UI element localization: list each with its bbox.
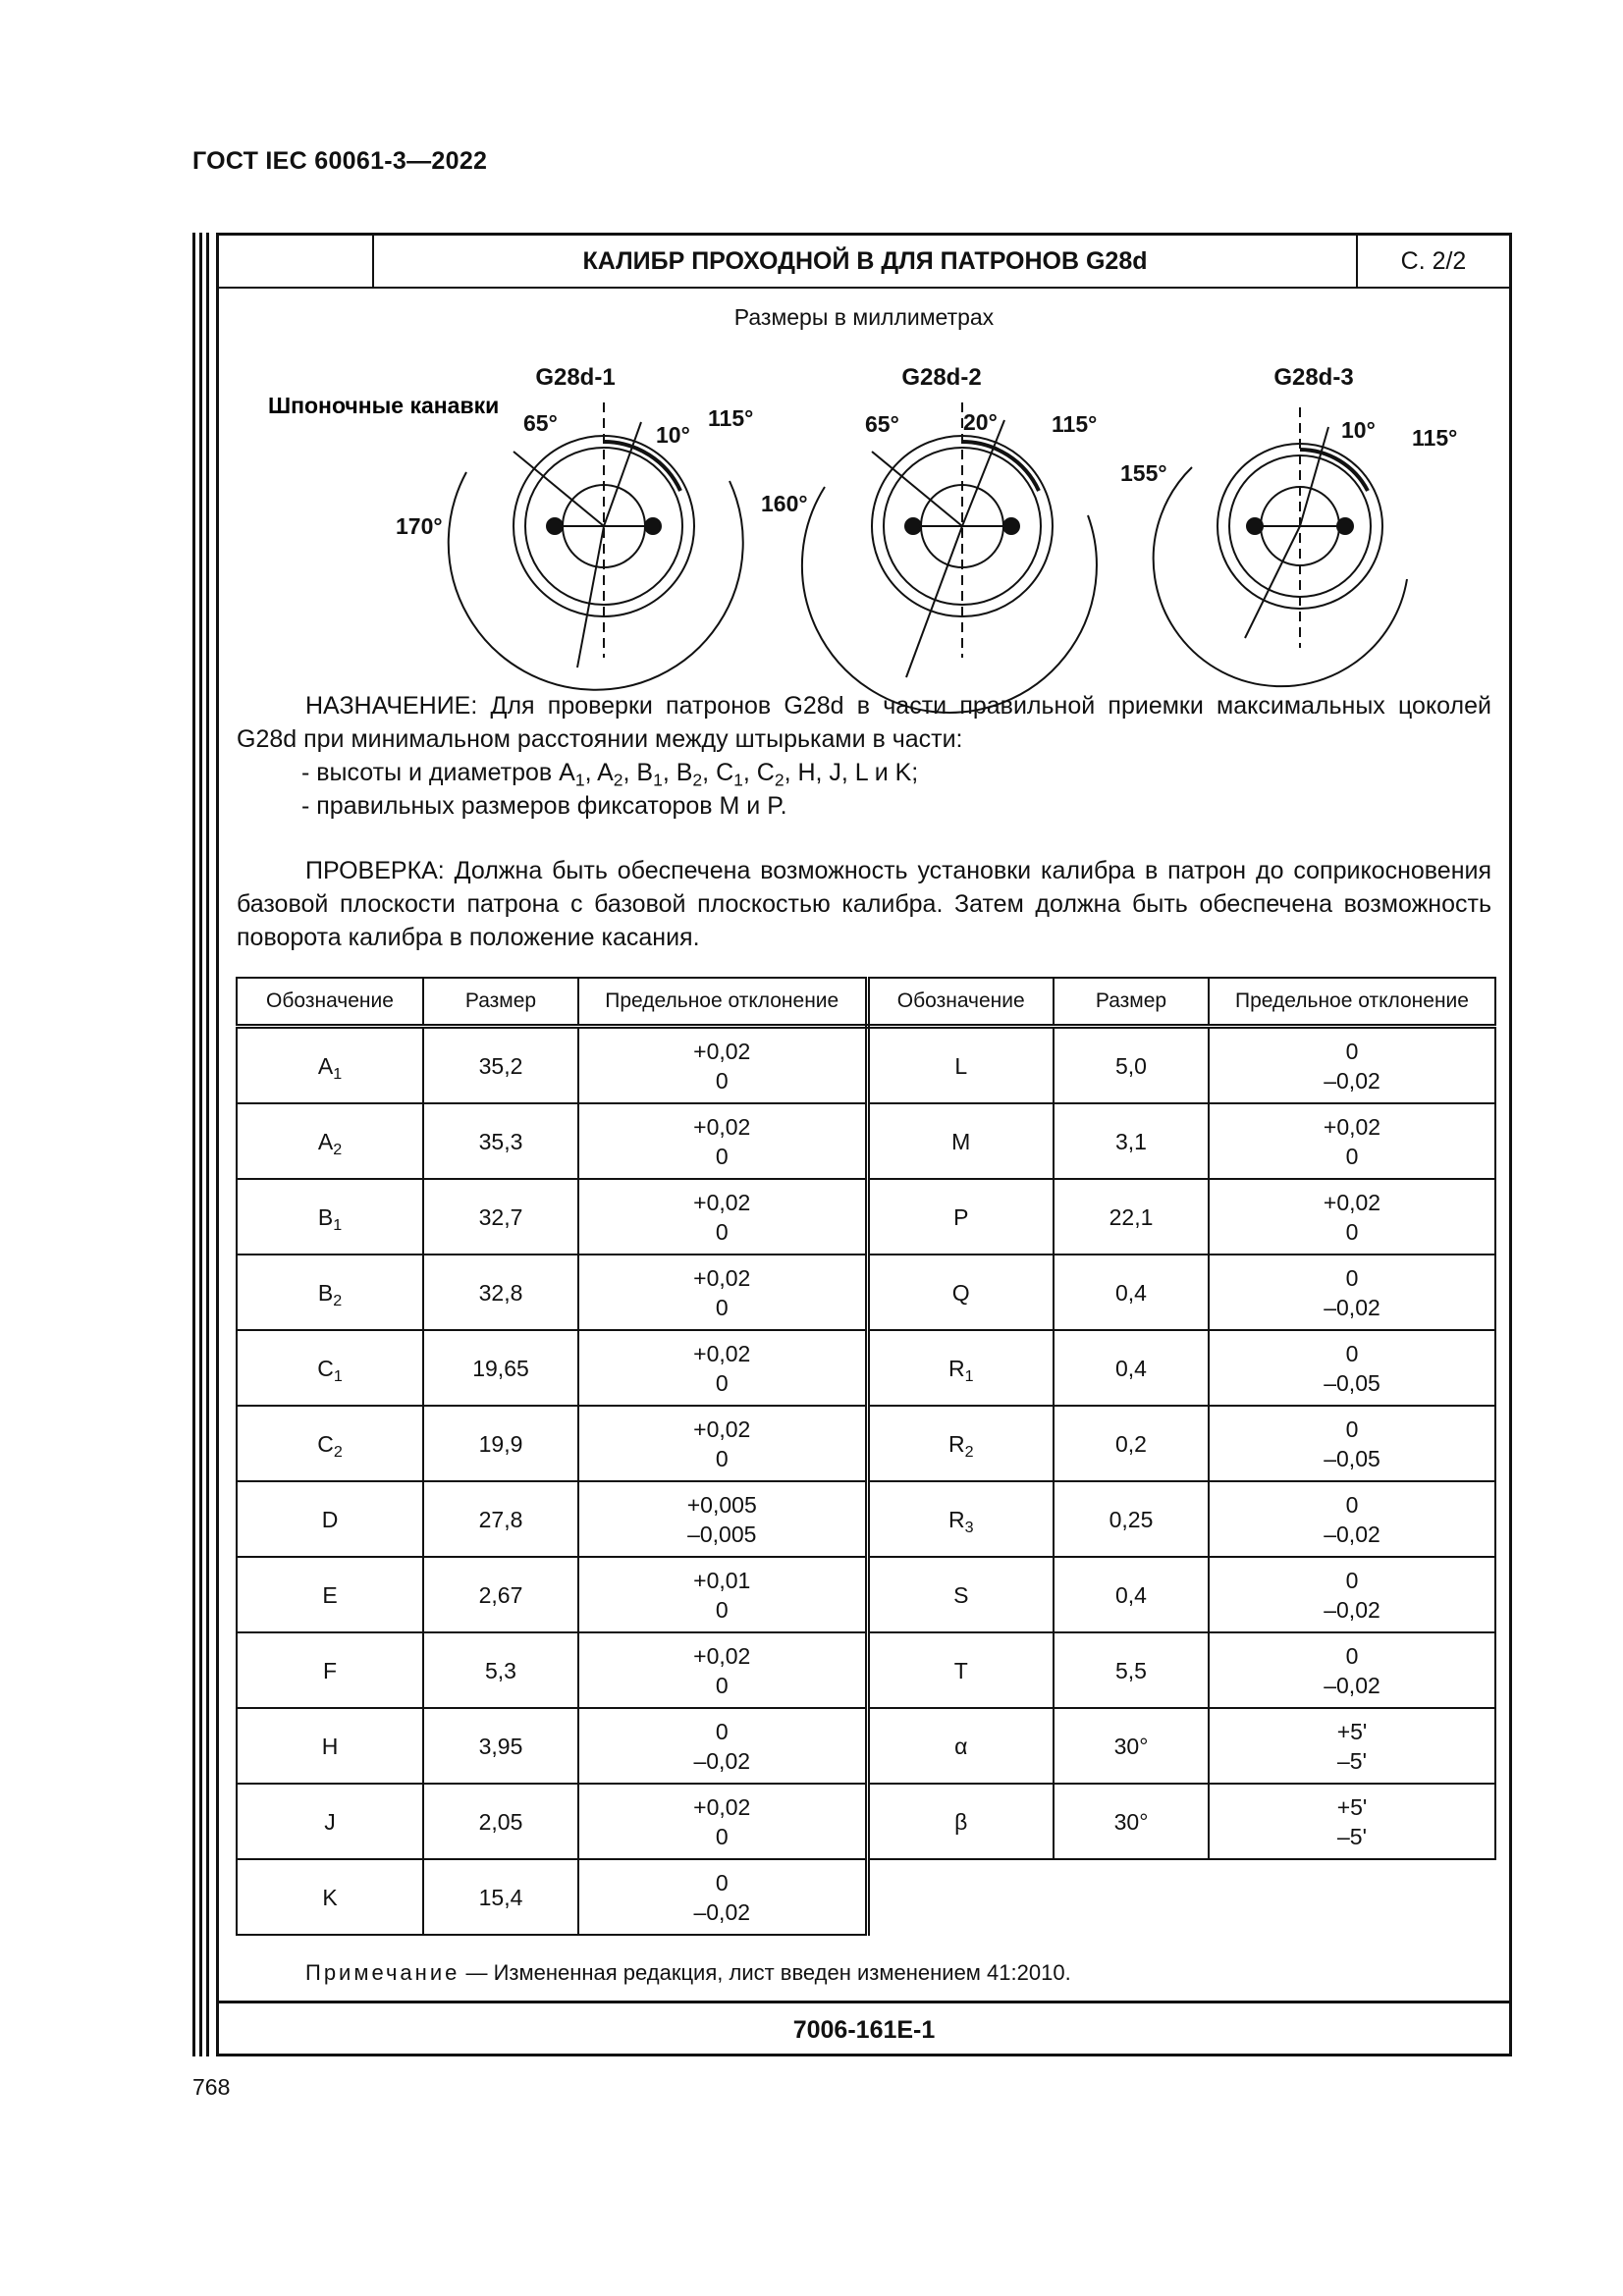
cell-size: 32,7 <box>423 1179 578 1255</box>
table-row <box>237 1255 1495 1330</box>
cell-designation: $R_2$ <box>867 1406 1054 1481</box>
angle-label: 160° <box>761 491 808 516</box>
cell-size: 0,4 <box>1054 1255 1209 1330</box>
tolerance-lower: –0,05 <box>1324 1445 1380 1471</box>
cell-designation: P <box>867 1179 1054 1255</box>
cell-size: 15,4 <box>423 1859 578 1935</box>
angle-label: 155° <box>1120 460 1167 486</box>
gauge-drawing <box>219 344 1509 933</box>
tolerance-lower: 0 <box>715 1143 729 1169</box>
keyways-label: Шпоночные канавки <box>268 393 500 418</box>
tolerance-lower: 0 <box>715 1294 729 1320</box>
cell-tolerance <box>578 1027 867 1104</box>
title-block <box>219 236 1509 289</box>
cell-size: 35,3 <box>423 1103 578 1179</box>
tolerance-upper: +0,02 <box>693 1189 751 1215</box>
tolerance-lower: –0,02 <box>693 1898 751 1925</box>
cell-designation: M <box>867 1103 1054 1179</box>
note-label: Примечание <box>305 1960 460 1985</box>
col-header: Обозначение <box>237 978 423 1027</box>
designation-var: $A_1$ <box>559 759 585 790</box>
table-body <box>237 1027 1495 1936</box>
cell-size: 35,2 <box>423 1027 578 1104</box>
check-text: ПРОВЕРКА: Должна быть обеспечена возможность установки калибра в патрон до соприкосновения базовой плоскости патрона с базовой плоскостью калибра. Затем должна быть обеспечена возможность поворота калибра в положение касания. <box>237 857 1491 951</box>
table-row <box>237 1557 1495 1632</box>
angle-label: 10° <box>1341 417 1376 443</box>
sheet-frame <box>216 233 1512 2056</box>
sheet-title: КАЛИБР ПРОХОДНОЙ В ДЛЯ ПАТРОНОВ G28d <box>374 236 1358 287</box>
angle-label: 65° <box>523 410 558 436</box>
cell-size: 2,67 <box>423 1557 578 1632</box>
cell-tolerance <box>1209 1632 1495 1708</box>
cell-size: 30° <box>1054 1708 1209 1784</box>
cell-designation: $R_1$ <box>867 1330 1054 1406</box>
tolerance-lower: 0 <box>715 1369 729 1396</box>
table-row <box>237 1784 1495 1859</box>
cell-designation: E <box>237 1557 423 1632</box>
tolerance-upper: 0 <box>1345 1415 1359 1442</box>
tolerance-upper: +0,02 <box>693 1038 751 1064</box>
title-block-empty-cell <box>219 236 374 287</box>
purpose-section <box>237 689 1491 823</box>
tolerance-lower: –0,02 <box>1324 1294 1380 1320</box>
binding-bar <box>199 233 202 2056</box>
table-row <box>237 1406 1495 1481</box>
tolerance-lower: –0,02 <box>1324 1067 1380 1094</box>
cell-designation: α <box>867 1708 1054 1784</box>
drawing-number: 7006-161E-1 <box>219 2001 1509 2056</box>
tolerance-lower: –0,02 <box>1324 1672 1380 1698</box>
cell-designation: $R_3$ <box>867 1481 1054 1557</box>
designation-var: $A_2$ <box>597 759 623 790</box>
tolerance-lower: –0,02 <box>1324 1596 1380 1623</box>
cell-designation: $A_2$ <box>237 1103 423 1179</box>
table-row <box>237 1103 1495 1179</box>
cell-tolerance <box>578 1632 867 1708</box>
tolerance-upper: +0,005 <box>686 1491 757 1518</box>
purpose-item-1-prefix: - высоты и диаметров <box>301 759 560 786</box>
tolerance-upper: +0,02 <box>693 1415 751 1442</box>
tolerance-upper: 0 <box>715 1718 729 1744</box>
cell-designation: F <box>237 1632 423 1708</box>
col-header: Обозначение <box>867 978 1054 1027</box>
tolerance-upper: 0 <box>1345 1038 1359 1064</box>
angle-label: 20° <box>963 409 998 435</box>
purpose-item-2: - правильных размеров фиксаторов M и P. <box>301 792 787 820</box>
cell-tolerance <box>1209 1255 1495 1330</box>
purpose-item-1-vars: $A_1$, $A_2$, $B_1$, $B_2$, $C_1$, $C_2$ <box>559 759 784 790</box>
cell-tolerance <box>1209 1179 1495 1255</box>
view-title: G28d-1 <box>535 364 616 391</box>
cell-tolerance <box>578 1330 867 1406</box>
table-row <box>237 1481 1495 1557</box>
cell-tolerance <box>1209 1406 1495 1481</box>
cell-designation: S <box>867 1557 1054 1632</box>
table-row <box>237 1330 1495 1406</box>
tolerance-upper: +0,02 <box>693 1264 751 1291</box>
cell-tolerance <box>1209 1481 1495 1557</box>
standard-code: ГОСТ IEC 60061-3—2022 <box>192 147 488 175</box>
cell-tolerance <box>1209 1557 1495 1632</box>
table-row <box>237 1179 1495 1255</box>
note <box>305 1960 1071 1986</box>
angle-label: 170° <box>396 513 443 539</box>
col-header: Предельное отклонение <box>578 978 867 1027</box>
cell-size: 32,8 <box>423 1255 578 1330</box>
dimensions-table-wrap <box>236 977 1496 1936</box>
designation-var: $B_1$ <box>636 759 663 790</box>
tolerance-lower: 0 <box>1345 1218 1359 1245</box>
cell-designation: $A_1$ <box>237 1027 423 1104</box>
tolerance-upper: +0,02 <box>1323 1113 1381 1140</box>
cell-designation: Q <box>867 1255 1054 1330</box>
cell-size: 0,4 <box>1054 1330 1209 1406</box>
page-number: 768 <box>192 2074 231 2100</box>
tolerance-upper: 0 <box>1345 1567 1359 1593</box>
view-title: G28d-2 <box>901 364 982 391</box>
tolerance-upper: 0 <box>1345 1340 1359 1366</box>
table-row <box>237 1632 1495 1708</box>
purpose-text: НАЗНАЧЕНИЕ: Для проверки патронов G28d в части правильной приемки максимальных цоколей G28d при минимальном расстоянии между штырьками в части: <box>237 692 1491 753</box>
cell-designation: $C_1$ <box>237 1330 423 1406</box>
tolerance-upper: +0,01 <box>693 1567 751 1593</box>
cell-designation: J <box>237 1784 423 1859</box>
check-section <box>237 854 1491 954</box>
cell-tolerance <box>1209 1784 1495 1859</box>
col-header: Размер <box>423 978 578 1027</box>
cell-size: 5,0 <box>1054 1027 1209 1104</box>
tolerance-lower: 0 <box>715 1823 729 1849</box>
angle-label: 10° <box>656 422 690 448</box>
cell-tolerance <box>578 1784 867 1859</box>
angle-label: 115° <box>1412 425 1458 451</box>
cell-tolerance <box>1209 1103 1495 1179</box>
tolerance-upper: +0,02 <box>693 1340 751 1366</box>
cell-tolerance <box>1209 1330 1495 1406</box>
col-header: Размер <box>1054 978 1209 1027</box>
gauge-view-g28d-3 <box>1120 364 1457 686</box>
col-header: Предельное отклонение <box>1209 978 1495 1027</box>
tolerance-upper: +5' <box>1336 1718 1368 1744</box>
cell-designation: $B_1$ <box>237 1179 423 1255</box>
cell-size: 0,25 <box>1054 1481 1209 1557</box>
tolerance-upper: 0 <box>1345 1264 1359 1291</box>
tolerance-lower: 0 <box>715 1672 729 1698</box>
table-row <box>237 1027 1495 1104</box>
cell-size: 3,95 <box>423 1708 578 1784</box>
table-header-row <box>237 978 1495 1027</box>
designation-var: $B_2$ <box>676 759 703 790</box>
purpose-item-1-suffix: , H, J, L и K; <box>784 759 919 786</box>
angle-label: 65° <box>865 411 899 437</box>
note-text: — Измененная редакция, лист введен изменением 41:2010. <box>460 1960 1071 1985</box>
tolerance-lower: 0 <box>715 1218 729 1245</box>
designation-var: $C_2$ <box>756 759 784 790</box>
tolerance-upper: 0 <box>715 1869 729 1896</box>
cell-designation: $B_2$ <box>237 1255 423 1330</box>
cell-size: 27,8 <box>423 1481 578 1557</box>
binding-bar <box>192 233 195 2056</box>
angle-label: 115° <box>708 405 754 431</box>
tolerance-upper: 0 <box>1345 1491 1359 1518</box>
tolerance-upper: +5' <box>1336 1793 1368 1820</box>
units-note: Размеры в миллиметрах <box>733 304 995 330</box>
cell-tolerance <box>578 1557 867 1632</box>
dimensions-table <box>236 977 1496 1936</box>
cell-size: 30° <box>1054 1784 1209 1859</box>
cell-tolerance <box>578 1481 867 1557</box>
cell-tolerance <box>1209 1708 1495 1784</box>
tolerance-lower: –0,02 <box>1324 1521 1380 1547</box>
tolerance-lower: –5' <box>1337 1823 1367 1849</box>
tolerance-lower: –0,05 <box>1324 1369 1380 1396</box>
table-row <box>237 1859 1495 1935</box>
cell-designation: $C_2$ <box>237 1406 423 1481</box>
cell-designation: D <box>237 1481 423 1557</box>
cell-tolerance <box>578 1708 867 1784</box>
cell-tolerance <box>578 1859 867 1935</box>
tolerance-upper: +0,02 <box>1323 1189 1381 1215</box>
cell-designation: β <box>867 1784 1054 1859</box>
tolerance-lower: 0 <box>715 1596 729 1623</box>
tolerance-upper: +0,02 <box>693 1113 751 1140</box>
cell-designation: H <box>237 1708 423 1784</box>
cell-size: 2,05 <box>423 1784 578 1859</box>
cell-tolerance <box>578 1255 867 1330</box>
tolerance-lower: 0 <box>1345 1143 1359 1169</box>
purpose-item-1 <box>237 756 1491 789</box>
cell-size: 22,1 <box>1054 1179 1209 1255</box>
tolerance-upper: +0,02 <box>693 1793 751 1820</box>
cell-size: 5,5 <box>1054 1632 1209 1708</box>
designation-var: $C_1$ <box>716 759 743 790</box>
tolerance-lower: 0 <box>715 1445 729 1471</box>
gauge-view-g28d-2 <box>761 364 1097 713</box>
cell-designation: T <box>867 1632 1054 1708</box>
cell-tolerance <box>578 1103 867 1179</box>
cell-size: 19,9 <box>423 1406 578 1481</box>
cell-size: 19,65 <box>423 1330 578 1406</box>
cell-designation: L <box>867 1027 1054 1104</box>
cell-size: 0,4 <box>1054 1557 1209 1632</box>
cell-size: 5,3 <box>423 1632 578 1708</box>
binding-bar <box>206 233 209 2056</box>
angle-label: 115° <box>1052 411 1098 437</box>
cell-size: 0,2 <box>1054 1406 1209 1481</box>
tolerance-upper: +0,02 <box>693 1642 751 1669</box>
tolerance-lower: 0 <box>715 1067 729 1094</box>
view-title: G28d-3 <box>1273 364 1354 391</box>
tolerance-upper: 0 <box>1345 1642 1359 1669</box>
tolerance-lower: –0,005 <box>687 1521 757 1547</box>
cell-tolerance <box>1209 1027 1495 1104</box>
empty-cell <box>867 1859 1495 1935</box>
table-row <box>237 1708 1495 1784</box>
tolerance-lower: –5' <box>1337 1747 1367 1774</box>
tolerance-lower: –0,02 <box>693 1747 751 1774</box>
cell-designation: K <box>237 1859 423 1935</box>
sheet-page-ref: С. 2/2 <box>1400 246 1467 275</box>
cell-tolerance <box>578 1179 867 1255</box>
cell-tolerance <box>578 1406 867 1481</box>
cell-size: 3,1 <box>1054 1103 1209 1179</box>
